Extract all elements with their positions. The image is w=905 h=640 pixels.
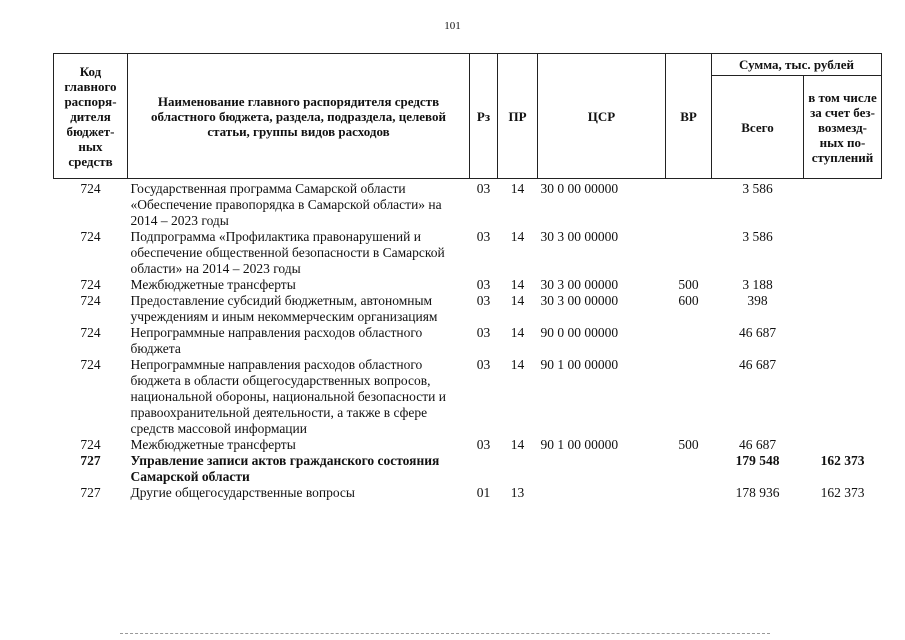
cell-code: 724 <box>80 437 101 452</box>
cell-pr: 14 <box>510 229 525 244</box>
cell-csr: 30 3 00 00000 <box>540 293 619 308</box>
cell-csr: 30 3 00 00000 <box>540 229 619 244</box>
cell-name: Межбюджетные трансферты <box>130 277 296 292</box>
cell-code: 727 <box>80 485 101 500</box>
cell-free <box>804 179 882 230</box>
cell-vr: 500 <box>678 437 699 452</box>
cell-free <box>804 325 882 357</box>
cell-total: 46 687 <box>738 437 777 452</box>
table-row <box>54 293 882 325</box>
header-name: Наименование главного распорядителя средств областного бюджета, раздела, подраздела, целевой статьи, группы видов расходов <box>128 54 470 179</box>
cell-vr <box>666 325 712 357</box>
cell-csr <box>538 485 666 501</box>
cell-code: 724 <box>80 325 101 340</box>
table-row <box>54 437 882 453</box>
cell-code: 724 <box>80 181 101 196</box>
page-number: 101 <box>444 20 461 32</box>
cell-code: 727 <box>80 453 101 468</box>
header-vr: ВР <box>666 54 712 179</box>
header-free: в том числе за счет без-возмезд-ных по-ступлений <box>804 76 882 179</box>
cell-pr: 14 <box>510 357 525 372</box>
cell-free: 162 373 <box>820 485 865 500</box>
cell-csr: 90 1 00 00000 <box>540 437 619 452</box>
cell-free <box>804 357 882 437</box>
cell-code: 724 <box>80 229 101 244</box>
cell-total: 3 188 <box>742 277 773 292</box>
header-sum: Сумма, тыс. рублей <box>712 54 882 76</box>
header-rz: Рз <box>470 54 498 179</box>
budget-table <box>53 53 882 501</box>
table-row <box>54 277 882 293</box>
cell-code: 724 <box>80 293 101 308</box>
cell-csr <box>538 453 666 485</box>
cell-rz: 01 <box>476 485 491 500</box>
cell-rz: 03 <box>476 229 491 244</box>
cell-vr <box>666 357 712 437</box>
header-code: Код главного распоря-дителя бюджет-ных средств <box>54 54 128 179</box>
cell-free <box>804 293 882 325</box>
cell-free <box>804 277 882 293</box>
cell-rz: 03 <box>476 293 491 308</box>
cell-csr: 30 0 00 00000 <box>540 181 619 196</box>
table-row <box>54 453 882 485</box>
table-header <box>54 54 882 179</box>
table-row <box>54 357 882 437</box>
cell-pr: 14 <box>510 325 525 340</box>
header-csr: ЦСР <box>538 54 666 179</box>
cell-rz: 03 <box>476 325 491 340</box>
cell-name: Управление записи актов гражданского состояния Самарской области <box>130 453 440 484</box>
cell-pr <box>498 453 538 485</box>
cell-vr <box>666 229 712 277</box>
cell-rz: 03 <box>476 357 491 372</box>
table-row <box>54 485 882 501</box>
cell-name: Подпрограмма «Профилактика правонарушений и обеспечение общественной безопасности в Самарской области» на 2014 – 2023 годы <box>130 229 445 276</box>
cell-rz: 03 <box>476 181 491 196</box>
cell-code: 724 <box>80 277 101 292</box>
header-total: Всего <box>712 76 804 179</box>
cell-pr: 14 <box>510 277 525 292</box>
cell-name: Межбюджетные трансферты <box>130 437 296 452</box>
cell-rz: 03 <box>476 277 491 292</box>
cell-vr <box>666 453 712 485</box>
cell-pr: 13 <box>510 485 525 500</box>
table-row <box>54 229 882 277</box>
cell-name: Другие общегосударственные вопросы <box>130 485 355 500</box>
header-pr: ПР <box>498 54 538 179</box>
cell-free <box>804 437 882 453</box>
cell-rz: 03 <box>476 437 491 452</box>
cell-total: 3 586 <box>742 229 773 244</box>
cell-csr: 30 3 00 00000 <box>540 277 619 292</box>
cell-pr: 14 <box>510 437 525 452</box>
cell-total: 179 548 <box>735 453 780 468</box>
cell-csr: 90 1 00 00000 <box>540 357 619 372</box>
cell-pr: 14 <box>510 181 525 196</box>
cell-rz <box>470 453 498 485</box>
cell-csr: 90 0 00 00000 <box>540 325 619 340</box>
cell-code: 724 <box>80 357 101 372</box>
cell-total: 46 687 <box>738 357 777 372</box>
cell-total: 3 586 <box>742 181 773 196</box>
cell-free: 162 373 <box>820 453 865 468</box>
cell-pr: 14 <box>510 293 525 308</box>
cell-vr: 600 <box>678 293 699 308</box>
cell-vr: 500 <box>678 277 699 292</box>
cell-total: 398 <box>747 293 768 308</box>
cell-vr <box>666 179 712 230</box>
cell-name: Предоставление субсидий бюджетным, автономным учреждениям и иным некоммерческим организациям <box>130 293 438 324</box>
cell-name: Государственная программа Самарской области «Обеспечение правопорядка в Самарской области» на 2014 – 2023 годы <box>130 181 442 228</box>
bottom-divider <box>120 633 770 634</box>
cell-vr <box>666 485 712 501</box>
cell-total: 46 687 <box>738 325 777 340</box>
cell-total: 178 936 <box>735 485 780 500</box>
cell-free <box>804 229 882 277</box>
table-row <box>54 325 882 357</box>
cell-name: Непрограммные направления расходов областного бюджета <box>130 325 423 356</box>
table-body <box>54 179 882 502</box>
table-row <box>54 179 882 230</box>
cell-name: Непрограммные направления расходов областного бюджета в области общегосударственных вопросов, национальной обороны, национальной безопасности и правоохранительной деятельности, а также в сфере средств массовой информации <box>130 357 446 436</box>
